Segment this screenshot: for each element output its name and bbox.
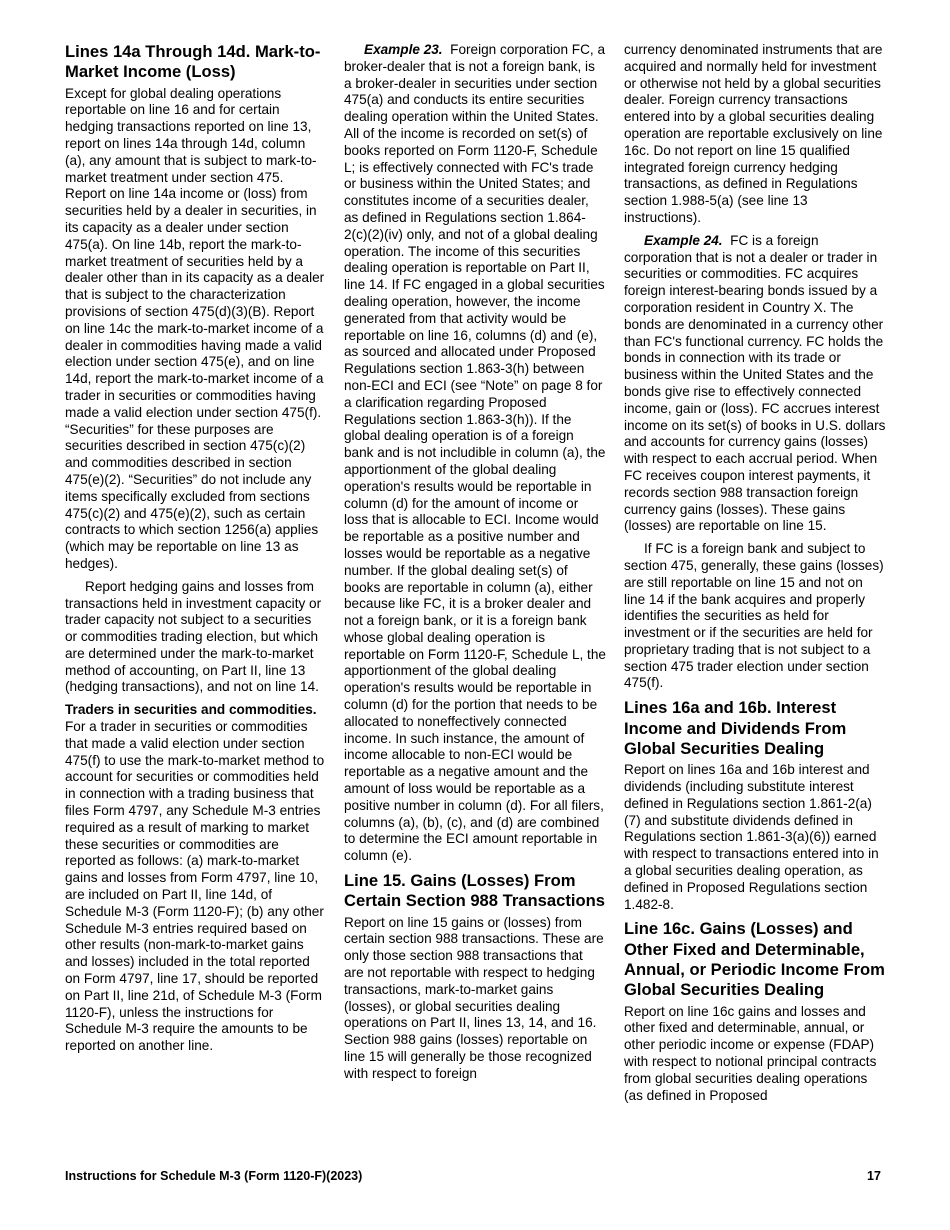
paragraph-mark-to-market: Except for global dealing operations reportable on line 16 and for certain hedging transactions reported on line 13, report on lines 14a through 14d, column (a), any amount that is subject to mark-to-market treatment under section 475. Report on line 14a income or (loss) from securities held by a dealer in securities, in its capacity as a dealer under section 475(a). On line 14b, report the mark-to-market treatment of securities held by a dealer other than in its capacity as a dealer that is subject to the characterization provisions of section 475(d)(3)(B). Report on line 14c the mark-to-market income of a dealer in commodities having made a valid election under section 475(e), and on line 14d, report the mark-to-market income of a trader in securities or commodities having made a valid election under section 475(f). “Securities” for these purposes are securities described in section 475(c)(2) and commodities described in section 475(e)(2). “Securities” do not include any items specifically excluded from sections 475(c)(2) and 475(e)(2), such as certain contracts to which section 1256(a) applies (which may be reportable on line 13 as hedges).	[65, 85, 325, 571]
heading-lines-16a-16b: Lines 16a and 16b. Interest Income and Dividends From Global Securities Dealing	[624, 698, 847, 758]
paragraph-example-23	[344, 42, 606, 865]
paragraph-traders	[65, 702, 327, 1055]
column-1	[65, 42, 327, 1061]
footer-title: Instructions for Schedule M-3 (Form 1120-F)(2023)	[65, 1169, 363, 1183]
example-23-label: Example 23.	[364, 42, 443, 57]
heading-line-15: Line 15. Gains (Losses) From Certain Section 988 Transactions	[344, 871, 605, 911]
paragraph-hedging-gains: Report hedging gains and losses from transactions held in investment capacity or trader capacity not subject to a securities or commodities trading election, but which are determined under the mark-to-market method of accounting, on Part II, line 13 (hedging transactions), and not on line 14.	[65, 578, 322, 695]
example-24-label: Example 24.	[644, 232, 723, 248]
heading-line-16c: Line 16c. Gains (Losses) and Other Fixed and Determinable, Annual, or Periodic Income From Global Securities Dealing	[624, 919, 885, 1000]
paragraph-lines-16a-16b: Report on lines 16a and 16b interest and dividends (including substitute interest defined in Regulations section 1.861-2(a)(7) and substitute dividends defined in Regulations section 1.861-3(a)(6)) earned with respect to transactions entered into in a global securities dealing operation, as defined in Proposed Regulations section 1.482-8.	[624, 762, 879, 912]
paragraph-example-24	[624, 233, 886, 535]
column-3	[624, 42, 886, 1110]
paragraph-line-16c: Report on line 16c gains and losses and other fixed and determinable, annual, or other periodic income or expense (FDAP) with respect to notional principal contracts from global securities dealing operations (as defined in Proposed	[624, 1003, 877, 1103]
heading-lines-14a-14d: Lines 14a Through 14d. Mark-to-Market Income (Loss)	[65, 42, 321, 82]
paragraph-continued: currency denominated instruments that are acquired and normally held for investment or otherwise not held by a global securities dealer. Foreign currency transactions entered into by a global securities dealing operation are reportable exclusively on line 16c. Do not report on line 15 qualified integrated foreign currency hedging transactions, as defined in Regulations section 1.988-5(a) (see line 13 instructions).	[624, 42, 883, 225]
column-2	[344, 42, 606, 1089]
page-number: 17	[867, 1169, 881, 1183]
traders-text: For a trader in securities or commodities that made a valid election under section 475(f) to use the mark-to-market method to account for securities or commodities held in connection with a trading business that files Form 4797, any Schedule M-3 entries required as a result of marking to market these securities or commodities are reported as follows: (a) mark-to-market gains and losses from Form 4797, line 10, are included on Part II, line 14d, of Schedule M-3 (Form 1120-F); (b) any other Schedule M-3 entries required based on other results (non-mark-to-market gains and losses) included in the total reported on Form 4797, line 17, should be reported on Part II, line 21d, of Schedule M-3 (Form 1120-F), unless the instructions for Schedule M-3 require the amounts to be reported on another line.	[65, 719, 325, 1054]
runin-heading-traders: Traders in securities and commodities.	[65, 702, 317, 718]
example-23-text: Foreign corporation FC, a broker-dealer that is not a foreign bank, is a broker-dealer in securities under section 475(a) and conducts its entire securities dealing operation within the United States. All of the income is recorded on set(s) of books reported on Form 1120-F, Schedule L; is effectively connected with FC's trade or business within the United States; and constitutes income of a securities dealer, as defined in Regulations section 1.864-2(c)(2)(iv) only, and not of a global dealing operation. The income of this securities dealing operation is reportable on Part II, line 14. If FC engaged in a global securities dealing operation, however, the income generated from that activity would be reportable on line 16, columns (d) and (e), as sourced and allocated under Proposed Regulations section 1.863-3(h) between non-ECI and ECI (see “Note” on page 8 for a clarification regarding Proposed Regulations section 1.863-3(h)). If the global dealing operation is of a foreign bank and is not includible in column (a), the apportionment of the global dealing operation's results would be reportable in column (d) for the amount of income or loss that is allocable to ECI. Income would be reportable as a positive number and losses would be reportable as a negative number. If the global dealing set(s) of books are reportable in column (a), either because like FC, it is a broker dealer and not a foreign bank, or it is a foreign bank whose global dealing operation is reportable on Form 1120-F, Schedule L, the apportionment of the global dealing operation's results would be reportable in column (d) for the portion that needs to be allocated to noneffectively connected income. In such instance, the amount of income allocable to non-ECI would be reportable as a negative amount and the amount of loss would be reportable as a positive number in column (d). For all filers, columns (a), (b), (c), and (d) are combined to determine the ECI amount reportable in column (e).	[344, 42, 606, 864]
example-24-text: FC is a foreign corporation that is not a dealer or trader in securities or commodities. FC acquires foreign interest-bearing bonds issued by a corporation resident in Country X. The bonds are denominated in a currency other than FC's functional currency. FC holds the bonds in connection with its trade or business within the United States and the bonds give rise to effectively connected income, gain or (loss). FC accrues interest income on its set(s) of books in U.S. dollars and accounts for currency gains (losses) with respect to each accrual period. When FC receives coupon interest payments, it records section 988 transaction foreign currency gains (losses). These gains (losses) are reportable on line 15.	[624, 232, 886, 534]
paragraph-line-15: Report on line 15 gains or (losses) from certain section 988 transactions. These are only those section 988 transactions that are not reportable with respect to hedging transactions, mark-to-market gains (losses), or global securities dealing operations on Part II, lines 13, 14, and 16. Section 988 gains (losses) reportable on line 15 will generally be those recognized with respect to foreign	[344, 914, 604, 1081]
paragraph-foreign-bank: If FC is a foreign bank and subject to section 475, generally, these gains (losses) are still reportable on line 15 and not on line 14 if the bank acquires and properly identifies the securities as held for investment or if the securities are held for proprietary trading that is not subject to a section 475 trader election under section 475(f).	[624, 541, 884, 691]
